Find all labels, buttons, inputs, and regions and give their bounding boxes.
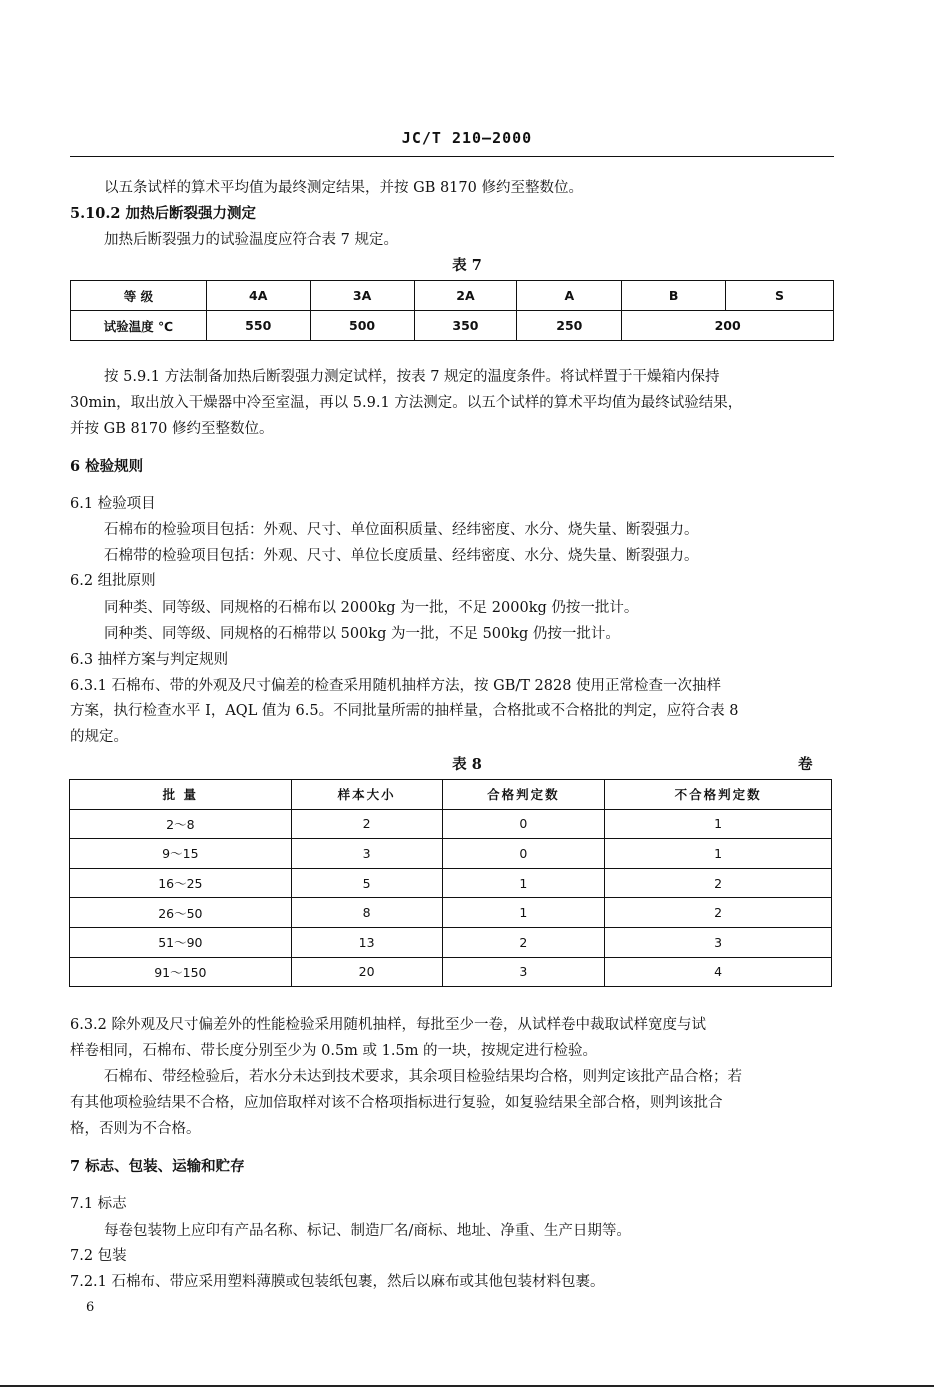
- table-row: [70, 839, 832, 869]
- table-row: [71, 281, 834, 311]
- table-row: [70, 809, 832, 839]
- table-row: [70, 868, 832, 898]
- table-cell: 8: [291, 898, 442, 928]
- column-header: 批 量: [70, 780, 292, 810]
- column-header: 样本大小: [291, 780, 442, 810]
- table-cell: S: [726, 281, 834, 311]
- table-8: [69, 779, 832, 987]
- table8-caption: 表 8: [452, 756, 482, 773]
- section-heading-7: 7 标志、包装、运输和贮存: [70, 1158, 245, 1175]
- table7-caption: 表 7: [452, 257, 482, 274]
- table-cell: 4A: [206, 281, 310, 311]
- table-cell: 1: [605, 839, 832, 869]
- paragraph: 7.2.1 石棉布、带应采用塑料薄膜或包装纸包裹，然后以麻布或其他包装材料包裹。: [70, 1274, 605, 1290]
- table-cell: 2: [442, 927, 605, 957]
- paragraph: 并按 GB 8170 修约至整数位。: [70, 421, 274, 437]
- paragraph: 加热后断裂强力的试验温度应符合表 7 规定。: [104, 232, 398, 248]
- table-cell: 3: [291, 839, 442, 869]
- table-cell: 250: [517, 311, 622, 341]
- table-cell: 91～150: [70, 957, 292, 987]
- table-cell: 4: [605, 957, 832, 987]
- table-header-row: [70, 780, 832, 810]
- table-cell: 13: [291, 927, 442, 957]
- paragraph: 石棉布的检验项目包括：外观、尺寸、单位面积质量、经纬密度、水分、烧失量、断裂强力。: [104, 522, 699, 538]
- table-row: [70, 927, 832, 957]
- table-cell: 1: [442, 898, 605, 928]
- table-cell: 26～50: [70, 898, 292, 928]
- table-cell: 2: [605, 898, 832, 928]
- table-cell: B: [622, 281, 726, 311]
- table-cell: 1: [605, 809, 832, 839]
- paragraph: 格，否则为不合格。: [70, 1121, 201, 1137]
- table-cell: 16～25: [70, 868, 292, 898]
- paragraph: 6.3.1 石棉布、带的外观及尺寸偏差的检查采用随机抽样方法，按 GB/T 2828 使用正常检查一次抽样: [70, 678, 722, 694]
- section-heading-7-1: 7.1 标志: [70, 1196, 127, 1212]
- table-cell: A: [517, 281, 622, 311]
- table-cell: 500: [310, 311, 414, 341]
- table-cell: 0: [442, 809, 605, 839]
- table-row: [70, 957, 832, 987]
- paragraph: 6.3.2 除外观及尺寸偏差外的性能检验采用随机抽样，每批至少一卷，从试样卷中裁取试样宽度与试: [70, 1017, 706, 1033]
- paragraph: 的规定。: [70, 729, 128, 745]
- table-cell: 0: [442, 839, 605, 869]
- column-header: 不合格判定数: [605, 780, 832, 810]
- column-header: 合格判定数: [442, 780, 605, 810]
- table-cell: 3A: [310, 281, 414, 311]
- table-cell: 550: [206, 311, 310, 341]
- section-heading-6-3: 6.3 抽样方案与判定规则: [70, 652, 229, 668]
- table-cell: 20: [291, 957, 442, 987]
- paragraph: 石棉带的检验项目包括：外观、尺寸、单位长度质量、经纬密度、水分、烧失量、断裂强力。: [104, 548, 699, 564]
- paragraph: 样卷相同，石棉布、带长度分别至少为 0.5m 或 1.5m 的一块，按规定进行检验。: [70, 1043, 598, 1059]
- paragraph: 石棉布、带经检验后，若水分未达到技术要求，其余项目检验结果均合格，则判定该批产品合格；若: [104, 1069, 742, 1085]
- table-row: [70, 898, 832, 928]
- table-cell: 51～90: [70, 927, 292, 957]
- paragraph: 有其他项检验结果不合格，应加倍取样对该不合格项指标进行复验，如复验结果全部合格，则判该批合: [70, 1095, 723, 1111]
- section-heading-6-1: 6.1 检验项目: [70, 496, 156, 512]
- table-cell: 2～8: [70, 809, 292, 839]
- table-cell: 2: [291, 809, 442, 839]
- header-rule: [70, 156, 834, 157]
- section-heading-6-2: 6.2 组批原则: [70, 573, 156, 589]
- table-cell: 试验温度 ℃: [71, 311, 207, 341]
- page-number: 6: [86, 1300, 95, 1315]
- table-cell: 1: [442, 868, 605, 898]
- paragraph: 按 5.9.1 方法制备加热后断裂强力测定试样，按表 7 规定的温度条件。将试样置于干燥箱内保持: [104, 369, 720, 385]
- table-cell: 3: [442, 957, 605, 987]
- table-7: [70, 280, 834, 341]
- paragraph: 每卷包装物上应印有产品名称、标记、制造厂名/商标、地址、净重、生产日期等。: [104, 1223, 631, 1239]
- document-code: JC/T 210—2000: [401, 129, 533, 147]
- table-cell: 5: [291, 868, 442, 898]
- page-bottom-edge: [0, 1385, 934, 1387]
- table-cell: 2: [605, 868, 832, 898]
- section-heading-5-10-2: 5.10.2 加热后断裂强力测定: [70, 205, 256, 222]
- table-cell: 350: [414, 311, 517, 341]
- table-cell: 9～15: [70, 839, 292, 869]
- table-cell: 等 级: [71, 281, 207, 311]
- paragraph: 方案，执行检查水平 Ⅰ，AQL 值为 6.5。不同批量所需的抽样量，合格批或不合格批的判定，应符合表 8: [70, 703, 739, 719]
- table-cell: 200: [622, 311, 834, 341]
- section-heading-7-2: 7.2 包装: [70, 1248, 127, 1264]
- paragraph: 同种类、同等级、同规格的石棉布以 2000kg 为一批，不足 2000kg 仍按一批计。: [104, 600, 639, 616]
- table-cell: 3: [605, 927, 832, 957]
- table-cell: 2A: [414, 281, 517, 311]
- table8-unit: 卷: [798, 756, 813, 773]
- section-heading-6: 6 检验规则: [70, 458, 144, 475]
- paragraph: 30min，取出放入干燥器中冷至室温，再以 5.9.1 方法测定。以五个试样的算术平均值为最终试验结果，: [70, 395, 743, 411]
- table-row: [71, 311, 834, 341]
- paragraph: 以五条试样的算术平均值为最终测定结果，并按 GB 8170 修约至整数位。: [104, 180, 583, 196]
- paragraph: 同种类、同等级、同规格的石棉带以 500kg 为一批，不足 500kg 仍按一批计。: [104, 626, 620, 642]
